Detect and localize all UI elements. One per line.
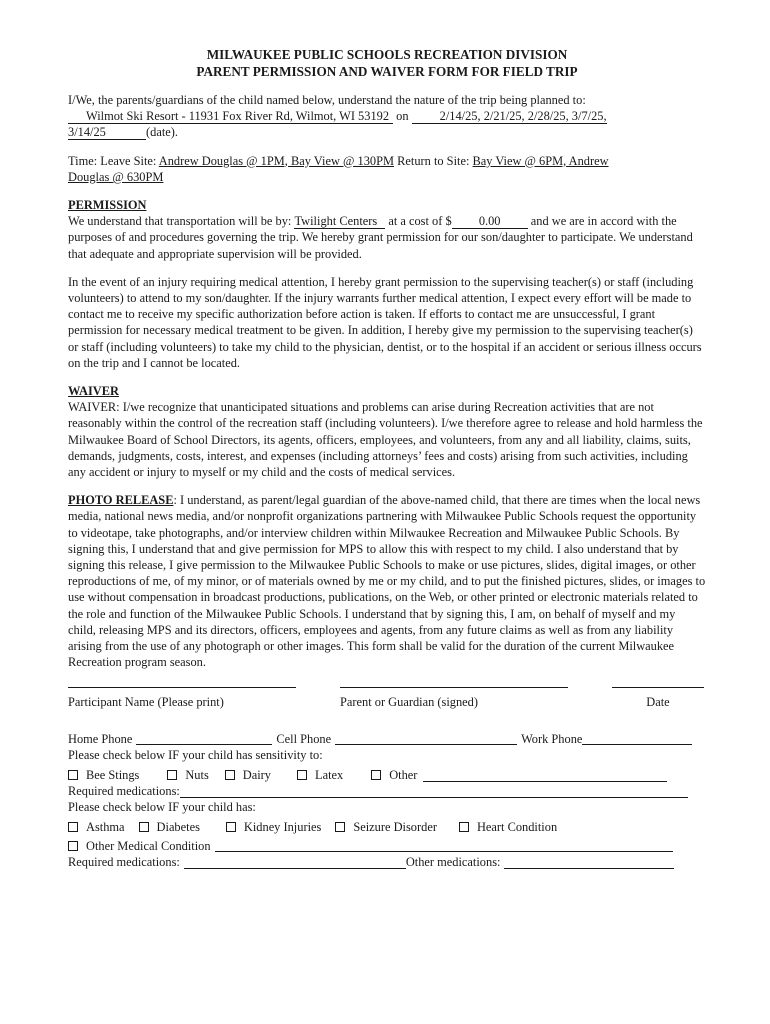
sensitivity-options: [68, 767, 706, 783]
checkbox-icon[interactable]: [225, 770, 235, 780]
diabetes-option[interactable]: [139, 819, 200, 835]
date-label: Date: [646, 694, 670, 709]
phone-row: [68, 731, 706, 747]
latex-option[interactable]: [297, 767, 343, 783]
other-sensitivity-field[interactable]: [423, 769, 667, 782]
permission-heading: PERMISSION: [68, 198, 147, 213]
checkbox-icon[interactable]: [68, 770, 78, 780]
intro-paragraph: [68, 92, 706, 141]
cost-text: at a cost of $: [388, 214, 452, 229]
sensitivity-meds-field[interactable]: [180, 785, 688, 798]
return-site-value-1[interactable]: Bay View @ 6PM, Andrew: [472, 153, 609, 168]
parent-signature[interactable]: [340, 687, 568, 710]
conditions-meds-label: Required medications:: [68, 854, 180, 869]
checkbox-icon[interactable]: [68, 841, 78, 851]
medical-paragraph: In the event of an injury requiring medical attention, I hereby grant permission to the supervising teacher(s) or staff (including volunteers) to attend to my son/daughter. If the injury warrants further medical attention, I expect every effort will be made to contact me to receive my specific authorization before action is taken. If efforts to contact me are unsuccessful, I grant permission for necessary medical treatment to be given. In addition, I hereby give my permission to the supervising teacher(s) or staff (including volunteers) to take my child to the physician, dentist, or to the hospital if an accident or serious illness occurs on the trip and I cannot be located.: [68, 274, 702, 370]
cell-phone-field[interactable]: [335, 732, 517, 745]
seizure-disorder-option[interactable]: [335, 819, 437, 835]
checkbox-icon[interactable]: [139, 822, 149, 832]
accord-text: and we are in accord: [530, 214, 634, 229]
title-line-1: MILWAUKEE PUBLIC SCHOOLS RECREATION DIVISION: [206, 47, 568, 62]
cell-phone-label: Cell Phone: [276, 731, 332, 746]
checkbox-icon[interactable]: [68, 822, 78, 832]
kidney-injuries-option[interactable]: [226, 819, 321, 835]
dairy-label: Dairy: [242, 767, 271, 782]
kidney-injuries-label: Kidney Injuries: [243, 819, 322, 834]
time-label: Time: Leave Site:: [68, 153, 157, 168]
leave-site-value[interactable]: Andrew Douglas @ 1PM, Bay View @ 130PM: [158, 153, 395, 168]
permission-text: with the purposes of and procedures governing the trip. We hereby grant permission for our son/daughter to participate. We understand that adequate and appropriate supervision will be provided.: [68, 214, 693, 261]
cost-field[interactable]: 0.00: [452, 215, 528, 229]
sensitivity-meds-row: [68, 783, 706, 799]
date-signature[interactable]: [612, 687, 704, 710]
sensitivity-meds-label: Required medications:: [68, 784, 180, 799]
conditions-label: Please check below IF your child has:: [68, 800, 256, 815]
nuts-option[interactable]: [167, 767, 208, 783]
conditions-meds-field[interactable]: [184, 856, 406, 869]
photo-release-text: : I understand, as parent/legal guardian of the above-named child, that there are times when the local news media, national news media, and/or nonprofit organizations partnering with Milwaukee Public Schools request the opportunity to videotape, take photographs, and/or interview children within Milwaukee Recreation and Milwaukee Public Schools. By signing this, I understand that and give permission for MPS to allow this with respect to my child. I also understand that by signing this release, I give permission to the Milwaukee Public Schools to make or use pictures, slides, digital images, or other reproductions of me, of my minor, or of materials owned by me or my child, and to put the finished pictures, slides, or images to use without compensation in broadcast productions, publications, on the Web, or other printed or electronic materials related to the role and function of the Milwaukee Public Schools. I understand that by signing this, I am, on behalf of myself and my child, releasing MPS and its directors, officers, employees and agents, from any future claims as well as from any liability arising from the use of any photograph or other images. This form shall be valid for the duration of the current Milwaukee Recreation program season.: [68, 493, 706, 670]
signature-row: [68, 687, 706, 725]
permission-form: [68, 46, 706, 870]
participant-signature[interactable]: [68, 687, 296, 710]
waiver-text: WAIVER: I/we recognize that unanticipated situations and problems can arise during Recreation activities that are not reasonably within the control of the recreation staff (including volunteers). I/we therefore agree to release and hold harmless the Milwaukee Board of School Directors, its agents, officers, employees, and volunteers, from any and all liability, claims, suits, demands, judgments, costs, interest, and expenses (including attorneys’ fees and costs) arising from such activities, including any accident or injury to myself or my child and the costs of medical services.: [68, 400, 703, 480]
on-label: on: [396, 109, 409, 124]
dates-field-part2[interactable]: 3/14/25: [68, 126, 146, 140]
heart-condition-label: Heart Condition: [476, 819, 558, 834]
checkbox-icon[interactable]: [371, 770, 381, 780]
work-phone-label: Work Phone: [521, 731, 583, 746]
checkbox-icon[interactable]: [297, 770, 307, 780]
conditions-options: [68, 819, 706, 835]
sensitivity-label: Please check below IF your child has sensitivity to:: [68, 747, 323, 762]
nuts-label: Nuts: [185, 767, 209, 782]
waiver-section: [68, 383, 706, 480]
other-condition-label: Other Medical Condition: [86, 838, 211, 853]
destination-field[interactable]: Wilmot Ski Resort - 11931 Fox River Rd, Wilmot, WI 53192: [68, 110, 393, 124]
other-condition-row: [68, 838, 706, 854]
waiver-heading: WAIVER: [68, 384, 119, 399]
form-title: [68, 46, 706, 80]
other-sensitivity-label: Other: [389, 767, 418, 782]
other-meds-field[interactable]: [504, 856, 674, 869]
transport-text: We understand that transportation will be by:: [68, 214, 292, 229]
checkbox-icon[interactable]: [459, 822, 469, 832]
photo-release-heading: PHOTO RELEASE: [68, 493, 174, 508]
transport-field[interactable]: Twilight Centers: [294, 215, 385, 229]
home-phone-label: Home Phone: [68, 731, 133, 746]
other-meds-label: Other medications:: [405, 854, 501, 869]
work-phone-field[interactable]: [582, 732, 692, 745]
title-line-2: PARENT PERMISSION AND WAIVER FORM FOR FIELD TRIP: [196, 64, 578, 79]
bee-stings-label: Bee Stings: [86, 767, 140, 782]
home-phone-field[interactable]: [136, 732, 272, 745]
other-sensitivity-option[interactable]: [371, 767, 417, 783]
conditions-meds-row: [68, 854, 706, 870]
date-suffix: (date).: [146, 125, 178, 140]
bee-stings-option[interactable]: [68, 767, 139, 783]
return-label: Return to Site:: [397, 153, 470, 168]
checkbox-icon[interactable]: [167, 770, 177, 780]
dates-field-part1[interactable]: 2/14/25, 2/21/25, 2/28/25, 3/7/25,: [412, 110, 607, 124]
other-condition-field[interactable]: [215, 839, 673, 852]
asthma-option[interactable]: [68, 819, 125, 835]
time-paragraph: [68, 153, 706, 185]
latex-label: Latex: [315, 767, 344, 782]
participant-label: Participant Name (Please print): [68, 694, 224, 709]
permission-section: [68, 197, 706, 262]
asthma-label: Asthma: [86, 819, 125, 834]
checkbox-icon[interactable]: [335, 822, 345, 832]
seizure-disorder-label: Seizure Disorder: [353, 819, 437, 834]
return-site-value-2[interactable]: Douglas @ 630PM: [68, 169, 164, 184]
intro-lead: I/We, the parents/guardians of the child named below, understand the nature of the trip being planned to:: [68, 93, 586, 107]
checkbox-icon[interactable]: [226, 822, 236, 832]
heart-condition-option[interactable]: [459, 819, 557, 835]
diabetes-label: Diabetes: [156, 819, 200, 834]
parent-label: Parent or Guardian (signed): [340, 694, 478, 709]
other-condition-option[interactable]: [68, 838, 211, 854]
dairy-option[interactable]: [225, 767, 271, 783]
photo-release-section: [68, 492, 706, 670]
